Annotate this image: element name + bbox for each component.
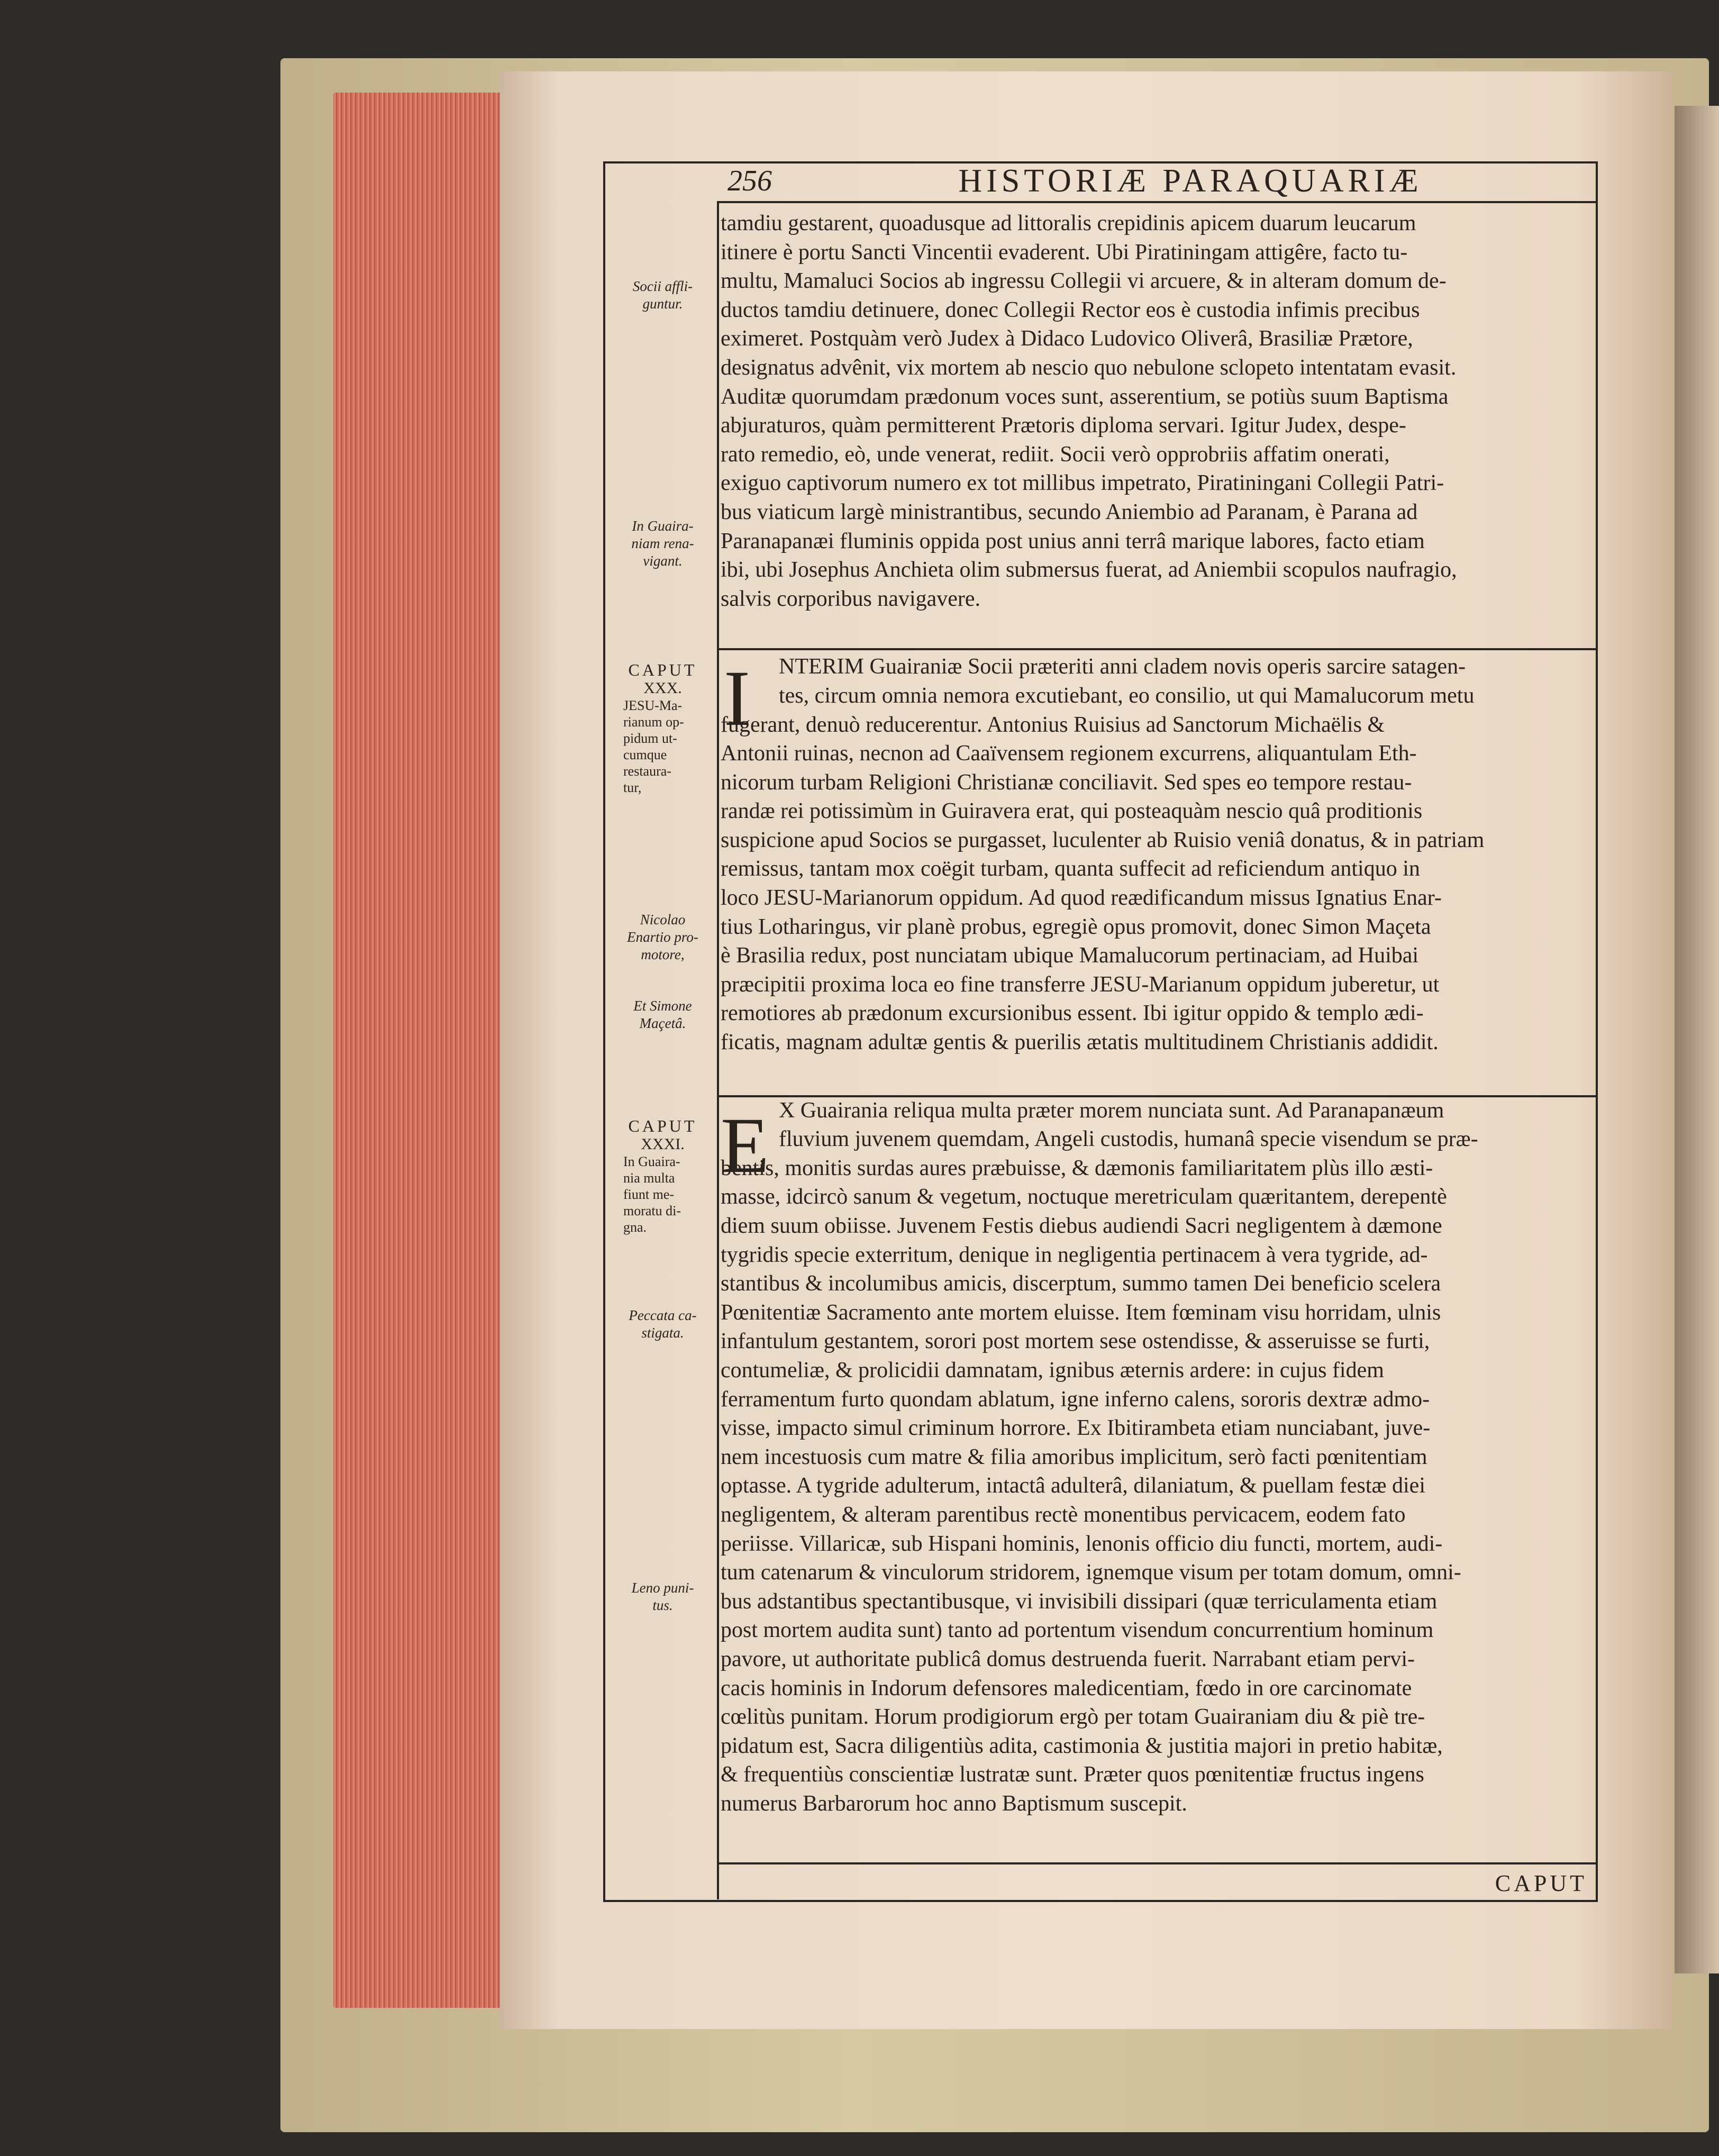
caput-summary: JESU-Ma- rianum op- pidum ut- cumque restaura- tur,: [623, 698, 684, 795]
text-line: abjuraturos, quàm permitterent Prætoris diploma servari. Igitur Judex, despe-: [721, 413, 1406, 438]
text-line: tes, circum omnia nemora excutiebant, eo consilio, ut qui Mamalucorum metu: [779, 683, 1475, 708]
margin-note: Nicolao Enartio pro- motore,: [627, 912, 698, 962]
main-text: [721, 209, 1594, 1818]
section-rule: [717, 1095, 1598, 1097]
text-line: nem incestuosis cum matre & filia amoribus implicitum, serò facti pœnitentiam: [721, 1444, 1427, 1469]
facing-page-edge: [1675, 106, 1719, 1973]
text-line: eximeret. Postquàm verò Judex à Didaco Ludovico Oliverâ, Brasiliæ Prætore,: [721, 326, 1413, 351]
text-line: masse, idcircò sanum & vegetum, noctuque meretriculam quæritantem, derepentè: [721, 1185, 1447, 1209]
margin-rule: [717, 201, 719, 1899]
margin-note: Leno puni- tus.: [631, 1580, 694, 1613]
text-line: itinere è portu Sancti Vincentii evaderent. Ubi Piratiningam attigêre, facto tu-: [721, 240, 1408, 265]
header-rule: [717, 201, 1598, 203]
text-line: ferramentum furto quondam ablatum, igne inferno calens, sororis dextræ admo-: [721, 1387, 1430, 1412]
margin-note: Socii affli- guntur.: [632, 278, 693, 312]
text-line: negligentem, & alteram parentibus rectè monentibus pervicacem, eodem fato: [721, 1502, 1406, 1527]
margin-note: In Guaira- niam rena- vigant.: [631, 518, 694, 569]
text-line: optasse. A tygride adulterum, intactâ adulterâ, dilaniatum, & puellam festæ diei: [721, 1473, 1425, 1498]
caput-number: XXX.: [643, 679, 682, 697]
text-line: exiguo captivorum numero ex tot millibus impetrato, Piratiningani Collegii Patri-: [721, 471, 1444, 496]
text-line: post mortem audita sunt) tanto ad portentum visendum concurrentium hominum: [721, 1618, 1434, 1643]
text-line: è Brasilia redux, post nunciatam ubique Mamalucorum pertinaciam, ad Huibai: [721, 943, 1419, 968]
text-line: tamdiu gestarent, quoadusque ad littoralis crepidinis apicem duarum leucarum: [721, 211, 1416, 235]
section-gap: [721, 1057, 1594, 1096]
dropcap: I: [724, 654, 750, 742]
text-line: loco JESU-Marianorum oppidum. Ad quod reædificandum missus Ignatius Enar-: [721, 886, 1442, 911]
caput-note: [614, 1116, 712, 1235]
caput-number: XXXI.: [641, 1135, 685, 1153]
text-line: ficatis, magnam adultæ gentis & puerilis ætatis multitudinem Christianis addidit.: [721, 1030, 1439, 1055]
text-line: NTERIM Guairaniæ Socii præteriti anni cladem novis operis sarcire satagen-: [779, 654, 1466, 679]
page-number: 256: [727, 165, 772, 197]
caput-summary: In Guaira- nia multa fiunt me- moratu di- gna.: [623, 1154, 681, 1235]
text-line: bentis, monitis surdas aures præbuisse, & dæmonis familiaritatem plùs illo æsti-: [721, 1156, 1433, 1180]
text-line: salvis corporibus navigavere.: [721, 586, 981, 611]
text-line: suspicione apud Socios se purgasset, luculenter ab Ruisio veniâ donatus, & in patriam: [721, 827, 1485, 852]
text-line: stantibus & incolumibus amicis, discerptum, summo tamen Dei beneficio scelera: [721, 1271, 1441, 1296]
catchword: CAPUT: [1495, 1870, 1587, 1896]
text-line: nicorum turbam Religioni Christianæ conciliavit. Sed spes eo tempore restau-: [721, 770, 1412, 795]
margin-note: Peccata ca- stigata.: [629, 1307, 697, 1341]
text-line: tius Lotharingus, vir planè probus, egregiè opus promovit, donec Simon Maçeta: [721, 914, 1431, 939]
text-line: & frequentiùs conscientiæ lustratæ sunt. Præter quos pœnitentiæ fructus ingens: [721, 1762, 1424, 1787]
text-line: pidatum est, Sacra diligentiùs adita, castimonia & justitia majori in pretio habitæ,: [721, 1733, 1443, 1758]
text-line: Antonii ruinas, necnon ad Caaïvensem regionem excurrens, aliquantulam Eth-: [721, 741, 1417, 766]
text-line: Paranapanæi fluminis oppida post unius anni terrâ marique labores, facto etiam: [721, 529, 1425, 553]
text-line: randæ rei potissimùm in Guiravera erat, qui posteaquàm nescio quâ proditionis: [721, 799, 1423, 824]
text-line: pavore, ut authoritate publicâ domus destruenda fuerit. Narrabant etiam pervi-: [721, 1646, 1415, 1671]
text-line: designatus advênit, vix mortem ab nescio quo nebulone sclopeto intentatam evasit.: [721, 355, 1457, 380]
text-line: tygridis specie exterritum, denique in negligentia pertinacem à vera tygride, ad-: [721, 1242, 1428, 1267]
text-line: ductos tamdiu detinuere, donec Collegii Rector eos è custodia infimis precibus: [721, 297, 1420, 322]
text-line: Pœnitentiæ Sacramento ante mortem eluisse. Item fœminam visu horridam, ulnis: [721, 1300, 1441, 1325]
caput-heading: CAPUT: [628, 660, 697, 679]
caput-note: [614, 660, 712, 796]
text-line: numerus Barbarorum hoc anno Baptismum suscepit.: [721, 1791, 1187, 1816]
text-line: fugerant, denuò reducerentur. Antonius Ruisius ad Sanctorum Michaëlis &: [721, 712, 1385, 737]
text-line: tum catenarum & vinculorum stridorem, ignemque visum per totam domum, omni-: [721, 1560, 1461, 1585]
text-line: visse, impacto simul criminum horrore. Ex Ibitirambeta etiam nunciabant, juve-: [721, 1416, 1431, 1441]
text-line: rato remedio, eò, unde venerat, rediit. Socii verò opprobriis affatim onerati,: [721, 442, 1390, 467]
text-line: diem suum obiisse. Juvenem Festis diebus audiendi Sacri negligentem à dæmone: [721, 1214, 1442, 1238]
text-line: bus adstantibus spectantibusque, vi invisibili dissipari (quæ terriculamenta etiam: [721, 1589, 1438, 1614]
text-line: X Guairania reliqua multa præter morem nunciata sunt. Ad Paranapanæum: [779, 1098, 1444, 1123]
text-line: bus viaticum largè ministrantibus, secundo Aniembio ad Paranam, è Parana ad: [721, 499, 1418, 524]
page-edges: [333, 93, 503, 2008]
text-line: fluvium juvenem quemdam, Angeli custodis, humanâ specie visendum se præ-: [779, 1127, 1478, 1152]
caput-heading: CAPUT: [628, 1116, 697, 1135]
margin-note: Et Simone Maçetâ.: [633, 998, 692, 1031]
text-line: cœlitùs punitam. Horum prodigiorum ergò per totam Guairaniam diu & piè tre-: [721, 1705, 1425, 1730]
text-line: cacis hominis in Indorum defensores maledicentiam, fœdo in ore carcinomate: [721, 1676, 1412, 1700]
text-line: multu, Mamaluci Socios ab ingressu Collegii vi arcuere, & in alteram domum de-: [721, 269, 1447, 294]
section-gap: [721, 613, 1594, 652]
catchword-rule: [717, 1862, 1598, 1864]
section-rule: [717, 648, 1598, 650]
running-head: HISTORIÆ PARAQUARIÆ: [958, 163, 1423, 199]
text-line: contumeliæ, & prolicidii damnatam, ignibus æternis ardere: in cujus fidem: [721, 1358, 1384, 1382]
text-line: ibi, ubi Josephus Anchieta olim submersus fuerat, ad Aniembii scopulos naufragio,: [721, 558, 1457, 583]
dropcap: E: [721, 1102, 769, 1189]
text-line: præcipitii proxima loca eo fine transferre JESU-Marianum oppidum juberetur, ut: [721, 972, 1440, 997]
text-line: remissus, tantam mox coëgit turbam, quanta suffecit ad reficiendum antiquo in: [721, 857, 1420, 881]
text-line: remotiores ab prædonum excursionibus essent. Ibi igitur oppido & templo ædi-: [721, 1001, 1424, 1026]
text-line: infantulum gestantem, sorori post mortem sese ostendisse, & asseruisse se furti,: [721, 1329, 1430, 1354]
text-line: Auditæ quorumdam prædonum voces sunt, asserentium, se potiùs suum Baptisma: [721, 384, 1449, 409]
text-line: periisse. Villaricæ, sub Hispani hominis, lenonis officio diu functi, mortem, audi-: [721, 1531, 1443, 1556]
